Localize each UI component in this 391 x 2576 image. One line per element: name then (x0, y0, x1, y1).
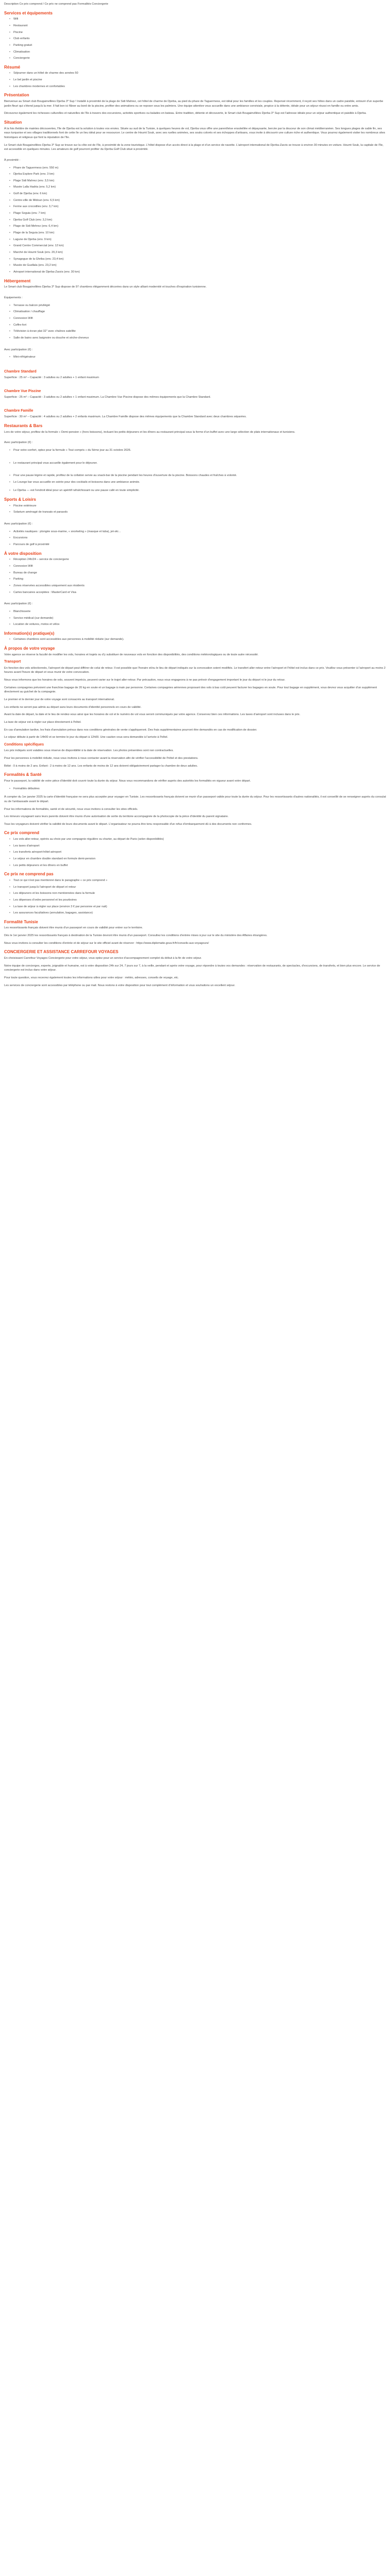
list-item: • Grand Centre Commercial (env. 12 km) (13, 244, 387, 248)
list-item: • Les chambres modernes et confortables (13, 84, 387, 89)
conciergerie-text: En choisissant Carrefour Voyages Conciergerie pour votre séjour, vous optez pour un service d'accompagnement complet du début à la fin de votre séjour. (4, 957, 202, 960)
voyage-subtitle: Transport (4, 660, 21, 664)
room-desc: Superficie : 25 m² – Capacité : 3 adultes ou 2 adultes + 1 enfant maximum (4, 376, 99, 380)
list-item: • Conciergerie (13, 56, 387, 61)
list-item: • Coffre-fort (13, 323, 387, 328)
equipment-list (4, 303, 387, 341)
list-item: • Pour votre confort, optez pour la formule « Tout compris » du 5ème jour au 31 octobre 2026. (13, 448, 387, 453)
hebergement-text: Le Smart club Bougainvillées Djerba 3* Sup dispose de 97 chambres élégamment décorées dans un style alliant modernité et touches d'inspiration tunisienne. (4, 285, 207, 289)
restaurants-text: Lors de votre séjour, profitez de la formule « Demi-pension » (hors boissons), incluant les petits déjeuners et les dîners au restaurant principal sous la forme d'un buffet avec une large sélection de plats internationaux et tunisiens. (4, 430, 296, 434)
list-item: • Plage de la Seguia (env. 10 km) (13, 231, 387, 235)
room-desc: Superficie : 30 m² – Capacité : 4 adultes ou 2 adultes + 2 enfants maximum. La Chambre Famille dispose des mêmes équipements que la Chambre Standard avec deux chambres séparées. (4, 415, 247, 419)
equipment-heading: Équipements : (4, 296, 23, 299)
formalites-title: Formalités & Santé (4, 772, 42, 777)
situation-text: Le Smart club Bougainvillées Djerba 3* Sup se trouve sur la côte est de l'île, à proximité de la zone touristique. L'hôtel dispose d'un accès direct à la plage et d'un service de navette. L'aéroport international de Djerba-Zarzis se trouve à environ 30 minutes en voiture. Houmt Souk, la capitale de l'île, est accessible en quelques minutes. Les amateurs de golf pourront profiter du Djerba Golf Club situé à proximité. (4, 143, 384, 151)
list-item: • Connexion Wifi (13, 316, 387, 321)
infos-list (4, 637, 387, 642)
paid-heading: Avec participation (€) : (4, 348, 33, 351)
formalites-list (4, 787, 387, 791)
sports-list (4, 504, 387, 515)
list-item: • Piscine (13, 30, 387, 35)
list-item: • Les dépenses d'ordre personnel et les pourboires (13, 898, 387, 903)
list-item: • Lagune de Djerba (env. 9 km) (13, 238, 387, 242)
formalites-text: Tous les voyageurs doivent vérifier la validité de leurs documents avant le départ. L'organisateur ne pourra être tenu responsable d'un refus d'embarquement dû à des documents non conformes. (4, 822, 252, 826)
list-item: • Les petits déjeuners et les dîners en buffet (13, 863, 387, 868)
resume-title: Résumé (4, 64, 21, 70)
conciergerie-text: Pour toute question, vous recevrez également toutes les informations utiles pour votre séjour : météo, adresses, conseils de voyage, etc. (4, 976, 179, 980)
list-item: • Musée Lalla Hadria (env. 5,2 km) (13, 185, 387, 190)
voyage-text: Nous vous informons que les horaires de vols, souvent imprécis, peuvent varier sur le trajet aller-retour. Par précaution, nous vous engageons à ne pas prévoir d'engagement important le jour du départ ni le jour du retour. (4, 679, 285, 682)
list-item: • Climatisation / chauffage (13, 310, 387, 314)
list-item: • La taxe de séjour à régler sur place (environ 3 € par personne et par nuit) (13, 905, 387, 909)
comprend-list (4, 837, 387, 868)
formalites-text: À compter du 1er janvier 2025 la carte d'identité française ne sera plus acceptée pour voyager en Tunisie. Les ressortissants français doivent se munir d'un passeport valide pour toute la durée du séjour. Pour les ressortissants d'autres nationalités, il est conseillé de se renseigner auprès du consulat ou de l'ambassade avant le départ. (4, 795, 386, 803)
nearby-heading: À proximité : (4, 158, 21, 162)
list-item: • Blanchisserie (13, 609, 387, 614)
list-item: • Ferme aux crocodiles (env. 3,7 km) (13, 205, 387, 209)
conciergerie-title: CONCIERGERIE ET ASSISTANCE CARREFOUR VOYAGES (4, 950, 119, 955)
room-desc: Superficie : 25 m² – Capacité : 3 adultes ou 2 adultes + 1 enfant maximum. La Chambre Vue Piscine dispose des mêmes équipements que la Chambre Standard. (4, 396, 211, 399)
list-item: • Excursions (13, 536, 387, 540)
room-title: Chambre Standard (4, 369, 37, 374)
conciergerie-text: Les services de conciergerie sont accessibles par téléphone ou par mail. Nous restons à votre disposition pour tout complément d'information et vous souhaitons un excellent séjour. (4, 984, 235, 987)
formalite-text: Les ressortissants français doivent être munis d'un passeport en cours de validité pour entrer sur le territoire. (4, 926, 143, 930)
formalite-text: Nous vous invitons à consulter les conditions d'entrée et de séjour sur le site officiel avant de réserver : https://www.diplomatie.gouv.fr/fr/conseils-aux-voyageurs/ (4, 941, 209, 945)
paid-heading: Avec participation (€) : (4, 522, 33, 526)
voyage-title: À propos de votre voyage (4, 646, 55, 651)
restaurants-list (4, 461, 387, 466)
list-item: • Le Lounge bar vous accueille en soirée pour des cocktails et boissons dans une ambiance animée. (13, 480, 387, 485)
list-item: • Centre-ville de Midoun (env. 6,5 km) (13, 198, 387, 203)
list-item: • Musée de Guellala (env. 23,2 km) (13, 263, 387, 268)
list-item: • Parking gratuit (13, 43, 387, 48)
list-item: • Réception 24h/24 – service de conciergerie (13, 557, 387, 562)
list-item: • Plage Seguia (env. 7 km) (13, 211, 387, 216)
list-item: • Solarium aménagé de transats et parasols (13, 510, 387, 515)
voyage-text: Le premier et le dernier jour de votre voyage sont consacrés au transport international. (4, 698, 115, 701)
voyage-text: Pour les personnes à mobilité réduite, nous vous invitons à nous contacter avant la réservation afin de vérifier l'accessibilité de l'hôtel et des prestations. (4, 756, 199, 760)
voyage-text: La taxe de séjour est à régler sur place directement à l'hôtel. (4, 720, 82, 724)
list-item: • Tout ce qui n'est pas mentionné dans le paragraphe « ce prix comprend » (13, 878, 387, 883)
intro-tabs: Description Ce prix comprend / Ce prix ne comprend pas Formalités Conciergerie (4, 3, 108, 6)
list-item: • Phare de Taguermess (env. 550 m) (13, 166, 387, 171)
list-item: • Parking (13, 577, 387, 582)
paid-heading: Avec participation (€) : (4, 441, 33, 445)
voyage-text: Votre agence se réserve la faculté de modifier les vols, horaires et trajets ou d'y substituer de nouveaux vols en fonction des disponibilités, des conditions météorologiques ou de toute autre nécessité. (4, 653, 258, 656)
list-item: • Mini-réfrigérateur (13, 355, 387, 360)
list-item: • Le restaurant principal vous accueille également pour le déjeuner. (13, 461, 387, 466)
presentation-text: Découvrez également les richesses culturelles et naturelles de l'île à travers des excursions, activités sportives ou balades en bateau. Entre tradition, détente et découverte, le Smart club Bougainvillées Djerba 3* Sup est l'adresse idéale pour un séjour authentique et paisible à Djerba. (4, 112, 367, 115)
list-item: • Golf de Djerba (env. 6 km) (13, 192, 387, 196)
list-item: • Le séjour en chambre double standard en formule demi-pension (13, 857, 387, 861)
paid-list (4, 355, 387, 360)
conciergerie-text: Notre équipe de concierges, experte, joignable et humaine, est à votre disposition 24h sur 24, 7 jours sur 7, à la veille, pendant et après votre voyage, pour répondre à toutes vos demandes : réservation de restaurants, de spectacles, d'excursions, de transferts, et bien plus encore. Le service de conciergerie est inclus dans votre séjour. (4, 964, 380, 972)
infos-title: Information(s) pratique(s) (4, 631, 55, 636)
list-item: • Climatisation (13, 50, 387, 55)
presentation-title: Présentation (4, 93, 29, 98)
list-item: • Synagogue de la Ghriba (env. 23,4 km) (13, 257, 387, 262)
comprend-title: Ce prix comprend (4, 831, 40, 836)
formalites-text: Pour le passeport, la validité de votre pièce d'identité doit couvrir toute la durée du séjour. Nous vous recommandons de vérifier auprès des autorités les formalités en vigueur avant votre départ. (4, 779, 251, 783)
restaurants-list (4, 448, 387, 453)
list-item: • Plage de Sidi Mehrez (env. 6,4 km) (13, 224, 387, 229)
list-item: • Parcours de golf à proximité (13, 543, 387, 547)
list-item: • Aéroport international de Djerba-Zarzis (env. 30 km) (13, 270, 387, 275)
list-item: • Piscine extérieure (13, 504, 387, 509)
voyage-text: Bébé : 0 à moins de 2 ans. Enfant : 2 à moins de 12 ans. Les enfants de moins de 12 ans doivent obligatoirement partager la chambre de deux adultes. (4, 764, 198, 768)
list-item: • Le bel jardin et piscine (13, 78, 387, 82)
ne-comprend-list (4, 878, 387, 916)
sports-paid-list (4, 530, 387, 547)
list-item: • Les transferts aéroport-hôtel-aéroport (13, 850, 387, 855)
list-item: • Les vols aller-retour, opérés au choix par une compagnie régulière ou charter, au départ de Paris (selon disponibilités) (13, 837, 387, 842)
voyage-subtitle: Conditions spécifiques (4, 742, 44, 747)
voyage-text: Certaines compagnies prévoient une franchise bagage de 20 kg en soute et un bagage à main par personne. Certaines compagnies aériennes proposant des vols à bas coût peuvent facturer les bagages en soute. Pour tout bagage en supplément, vous devrez vous acquitter d'un supplément directement au guichet de la compagnie. (4, 686, 377, 694)
list-item: • Club enfants (13, 37, 387, 41)
list-item: • Télévision à écran plat 32" avec chaînes satellite (13, 329, 387, 334)
list-item: • Les assurances facultatives (annulation, bagages, assistance) (13, 911, 387, 916)
list-item: • Séjourner dans un hôtel de charme des années 50 (13, 71, 387, 76)
list-item: • Le Djerba — est l'endroit idéal pour un apéritif rafraîchissant ou une pause café en toute simplicité. (13, 488, 387, 493)
page-content (0, 0, 391, 996)
nearby-list (4, 166, 387, 275)
restaurants-title: Restaurants & Bars (4, 423, 43, 428)
restaurants-list (4, 488, 387, 493)
list-item: • Zones réservées accessibles uniquement aux résidents (13, 584, 387, 588)
disposition-list (4, 557, 387, 595)
paid-heading: Avec participation (€) : (4, 602, 33, 606)
list-item: • Cartes bancaires acceptées : MasterCard et Visa (13, 590, 387, 595)
voyage-text: Les enfants ne seront pas admis au départ sans leurs documents d'identité personnels en cours de validité. (4, 705, 141, 709)
list-item: • Pour une pause légère et rapide, profitez de la collation servie au snack-bar de la piscine pendant les heures d'ouverture de la piscine. Boissons chaudes et fraîches à volonté. (13, 473, 387, 478)
voyage-text: Avant la date de départ, la date et le lieu de rendez-vous ainsi que les horaires de vol et le numéro de vol vous seront communiqués par votre agence. Conservez bien ces informations. Les taxes d'aéroport sont incluses dans le prix. (4, 713, 301, 717)
list-item: • Le transport jusqu'à l'aéroport de départ et retour (13, 885, 387, 890)
list-item: • Formalités débutées (13, 787, 387, 791)
presentation-text: Bienvenue au Smart club Bougainvillées Djerba 3* Sup ! Installé à proximité de la plage de Sidi Mahrez, cet hôtel de charme de Djerba, au pied du phare de Taguermess, est idéal pour les familles et les couples. Repensé récemment, il reçoit ses hôtes dans un cadre paisible, entouré d'un superbe jardin fleuri qui s'étend jusqu'à la mer. Il fait bon ici flâner au bord de la piscine, profiter des animations ou se reposer sous les palmiers. Une équipe attentive vous accueille dans une ambiance conviviale, propice à la détente, idéale pour un séjour réussi en famille ou entre amis. (4, 100, 383, 108)
voyage-text: En fonction des vols sélectionnés, l'aéroport de départ peut différer de celui de retour. Il est possible que l'horaire et/ou le lieu de départ indiqués sur la convocation soient modifiés. Le transfert aller-retour entre l'aéroport et l'hôtel est inclus dans ce prix. Veuillez vous présenter à l'aéroport au moins 2 heures avant l'heure de départ et vous munir de votre convocation. (4, 666, 386, 674)
formalites-text: Les mineurs voyageant sans leurs parents doivent être munis d'une autorisation de sortie du territoire accompagnée de la photocopie de la pièce d'identité du parent signataire. (4, 815, 229, 819)
voyage-text: Le séjour débute à partir de 14h00 et se termine le jour du départ à 12h00. Une caution vous sera demandée à l'arrivée à l'hôtel. (4, 736, 168, 739)
list-item: • Connexion Wifi (13, 564, 387, 569)
list-item: • Service médical (sur demande) (13, 616, 387, 621)
disposition-paid-list (4, 609, 387, 627)
voyage-text: Les prix indiqués sont valables sous réserve de disponibilité à la date de réservation. Les photos présentées sont non contractuelles. (4, 749, 174, 753)
list-item: • Activités nautiques : plongée sous-marine, « snorkeling » (masque et tuba), jet-ski… (13, 530, 387, 534)
list-item: • Les déjeuners et les boissons non mentionnées dans la formule (13, 891, 387, 896)
list-item: • Djerba Explore Park (env. 3 km) (13, 172, 387, 177)
formalites-text: Pour les informations de formalités, santé et de sécurité, nous vous invitons à consulter les sites officiels. (4, 807, 138, 811)
list-item: • Restaurant (13, 24, 387, 28)
list-item: • Les taxes d'aéroport (13, 844, 387, 849)
formalite-text: Dès le 1er janvier 2025 les ressortissants français à destination de la Tunisie devront être munis d'un passeport. Consultez les conditions d'entrée mises à jour sur le site du ministère des Affaires étrangères. (4, 934, 268, 938)
restaurants-list (4, 473, 387, 484)
list-item: • Salle de bains avec baignoire ou douche et sèche-cheveux (13, 336, 387, 341)
list-item: • Certaines chambres sont accessibles aux personnes à mobilité réduite (sur demande). (13, 637, 387, 642)
formalite-tunisie-title: Formalité Tunisie (4, 919, 38, 924)
sports-title: Sports & Loisirs (4, 497, 36, 502)
list-item: • Terrasse ou balcon privilégié (13, 303, 387, 308)
services-title: Services et équipements (4, 10, 53, 15)
room-title: Chambre Famille (4, 409, 34, 413)
ne-comprend-title: Ce prix ne comprend pas (4, 872, 54, 877)
hebergement-title: Hébergement (4, 278, 31, 283)
situation-text: À la fois théâtre de maintes découvertes, l'île de Djerba est la solution à toutes vos envies. Située au sud de la Tunisie, à quelques heures de vol, Djerba vous offre une parenthèse ensoleillée et dépaysante, bercée par la douceur de son climat méditerranéen. Ses longues plages de sable fin, ses eaux turquoise et ses villages traditionnels font de cette île un lieu idéal pour se ressourcer. Le centre de Houmt Souk, avec ses ruelles animées, ses souks colorés et ses échoppes d'artisans, vous invite à découvrir une culture riche et authentique. Vous pourrez également visiter les nombreux sites historiques et religieux qui font la réputation de l'île. (4, 127, 385, 139)
list-item: • Wifi (13, 17, 387, 22)
room-title: Chambre Vue Piscine (4, 389, 41, 393)
voyage-text: En cas d'annulation tardive, les frais d'annulation prévus dans nos conditions générales de vente s'appliqueront. Des frais supplémentaires pourront être demandés en cas de modification de dossier. (4, 728, 257, 732)
list-item: • Bureau de change (13, 571, 387, 575)
resume-list (4, 71, 387, 89)
list-item: • Djerba Golf Club (env. 3,3 km) (13, 218, 387, 223)
list-item: • Location de voitures, motos et vélos (13, 622, 387, 627)
list-item: • Marché de Houmt Souk (env. 20,3 km) (13, 250, 387, 255)
list-item: • Plage Sidi Mahrez (env. 3,5 km) (13, 179, 387, 183)
services-list (4, 17, 387, 61)
situation-title: Situation (4, 120, 22, 125)
disposition-title: À votre disposition (4, 551, 42, 556)
